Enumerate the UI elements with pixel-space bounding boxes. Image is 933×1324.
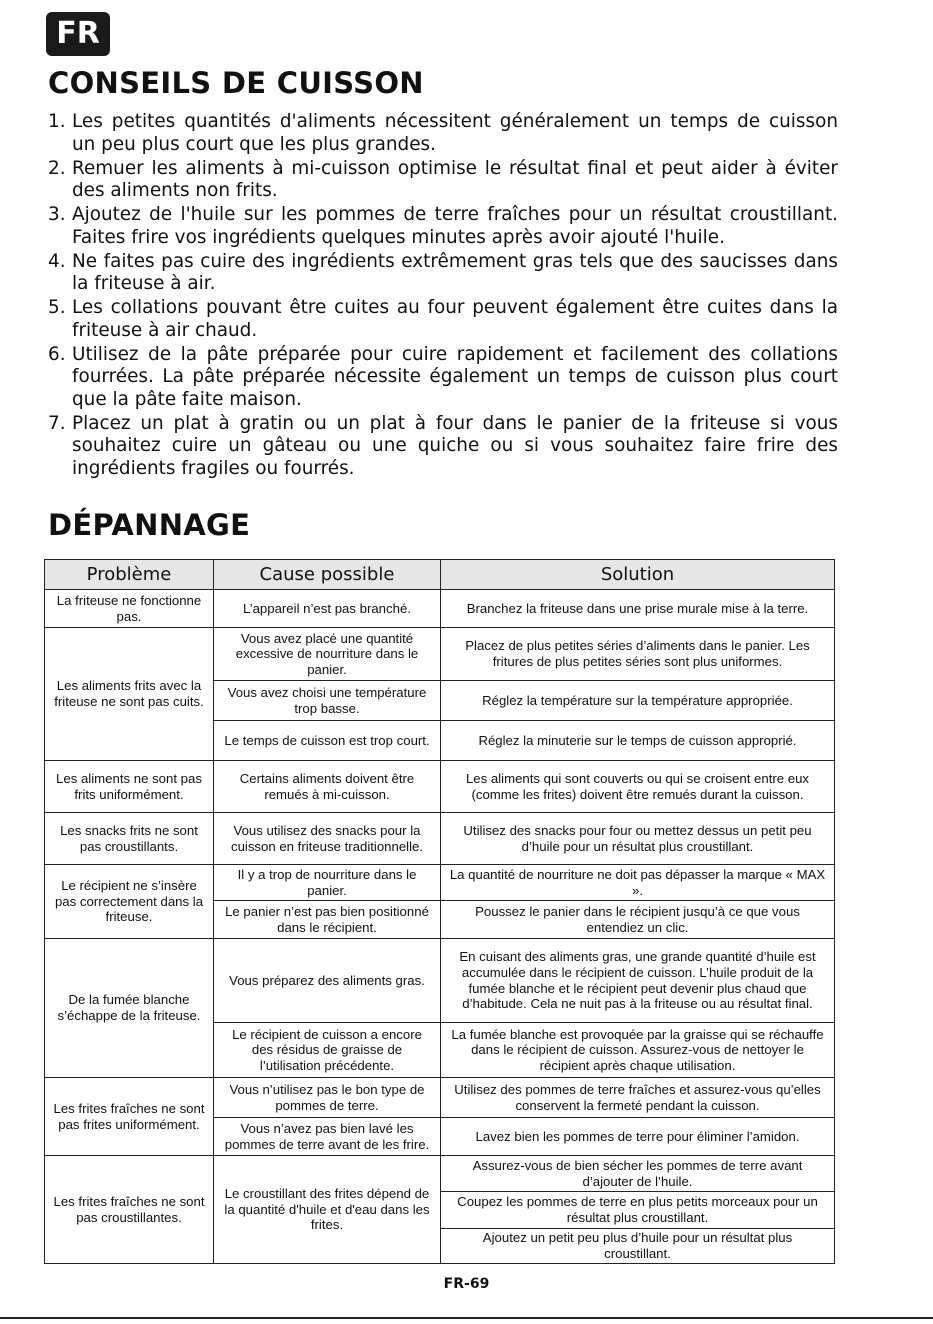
tip-item: [48, 204, 838, 249]
solution-cell: Les aliments qui sont couverts ou qui se croisent entre eux (comme les frites) doivent être remués durant la cuisson.: [441, 761, 835, 813]
troubleshooting-table: [44, 559, 835, 1264]
solution-cell: Utilisez des pommes de terre fraîches et assurez-vous qu’elles conservent la fermeté pendant la cuisson.: [441, 1078, 835, 1118]
tip-item: [48, 158, 838, 203]
tip-item: [48, 251, 838, 296]
table-row: [45, 1156, 835, 1192]
cause-cell: Le récipient de cuisson a encore des résidus de graisse de l’utilisation précédente.: [214, 1023, 441, 1078]
cause-cell: L’appareil n’est pas branché.: [214, 590, 441, 628]
header-solution: Solution: [441, 560, 835, 590]
table-header-row: [45, 560, 835, 590]
tip-item: [48, 344, 838, 412]
cause-cell: Vous utilisez des snacks pour la cuisson en friteuse traditionnelle.: [214, 813, 441, 865]
problem-cell: Les frites fraîches ne sont pas croustillantes.: [45, 1156, 214, 1264]
solution-cell: Poussez le panier dans le récipient jusqu’à ce que vous entendiez un clic.: [441, 901, 835, 939]
section-title-depannage: DÉPANNAGE: [48, 508, 251, 542]
cause-cell: Le panier n’est pas bien positionné dans le récipient.: [214, 901, 441, 939]
solution-cell: Utilisez des snacks pour four ou mettez dessus un petit peu d’huile pour un résultat plus croustillant.: [441, 813, 835, 865]
cause-cell: Il y a trop de nourriture dans le panier.: [214, 865, 441, 901]
tip-number: 3.: [48, 204, 66, 225]
solution-cell: Assurez-vous de bien sécher les pommes de terre avant d’ajouter de l’huile.: [441, 1156, 835, 1192]
solution-cell: Coupez les pommes de terre en plus petits morceaux pour un résultat plus croustillant.: [441, 1192, 835, 1229]
page-number: FR-69: [443, 1276, 490, 1292]
cause-cell: Vous n’utilisez pas le bon type de pommes de terre.: [214, 1078, 441, 1118]
solution-cell: Réglez la minuterie sur le temps de cuisson approprié.: [441, 721, 835, 761]
table-row: [45, 813, 835, 865]
tip-text: Ajoutez de l'huile sur les pommes de terre fraîches pour un résultat croustillant. Faites frire vos ingrédients quelques minutes après avoir ajouté l'huile.: [72, 204, 838, 248]
table-row: [45, 761, 835, 813]
tip-number: 1.: [48, 111, 66, 132]
table-row: [45, 628, 835, 681]
table-row: [45, 1078, 835, 1118]
bottom-divider: [0, 1317, 933, 1319]
tip-number: 5.: [48, 297, 66, 318]
tip-text: Utilisez de la pâte préparée pour cuire rapidement et facilement des collations fourrées. La pâte préparée nécessite également un temps de cuisson plus court que la pâte faite maison.: [72, 343, 838, 410]
problem-cell: Le récipient ne s’insère pas correctement dans la friteuse.: [45, 865, 214, 939]
language-badge: FR: [46, 12, 110, 56]
cause-cell: Certains aliments doivent être remués à mi-cuisson.: [214, 761, 441, 813]
solution-cell: Placez de plus petites séries d’aliments dans le panier. Les fritures de plus petites séries sont plus uniformes.: [441, 628, 835, 681]
problem-cell: Les frites fraîches ne sont pas frites uniformément.: [45, 1078, 214, 1156]
section-title-conseils: CONSEILS DE CUISSON: [48, 66, 424, 100]
solution-cell: Réglez la température sur la température appropriée.: [441, 681, 835, 721]
tip-item: [48, 297, 838, 342]
tip-text: Les collations pouvant être cuites au four peuvent également être cuites dans la friteuse à air chaud.: [72, 297, 838, 341]
cooking-tips-list: [48, 111, 838, 482]
solution-cell: Lavez bien les pommes de terre pour éliminer l’amidon.: [441, 1118, 835, 1156]
tip-number: 6.: [48, 343, 66, 365]
solution-cell: Ajoutez un petit peu plus d’huile pour un résultat plus croustillant.: [441, 1229, 835, 1264]
solution-cell: En cuisant des aliments gras, une grande quantité d’huile est accumulée dans le récipient de cuisson. L’huile produit de la fumée blanche et le récipient peut devenir plus chaud que d’habitude. Cela ne nuit pas à la friteuse ou au résultat final.: [441, 939, 835, 1023]
tip-number: 2.: [48, 157, 66, 179]
tip-item: [48, 111, 838, 156]
tip-text: Les petites quantités d'aliments nécessitent généralement un temps de cuisson un peu plus court que les plus grandes.: [72, 111, 838, 155]
tip-text: Placez un plat à gratin ou un plat à four dans le panier de la friteuse si vous souhaitez cuire un gâteau ou une quiche ou si vous souhaitez faire frire des ingrédients fragiles ou fourrés.: [72, 412, 838, 479]
cause-cell: Vous avez choisi une température trop basse.: [214, 681, 441, 721]
solution-cell: La quantité de nourriture ne doit pas dépasser la marque « MAX ».: [441, 865, 835, 901]
problem-cell: Les aliments frits avec la friteuse ne sont pas cuits.: [45, 628, 214, 761]
cause-cell: Vous préparez des aliments gras.: [214, 939, 441, 1023]
cause-cell: Le croustillant des frites dépend de la quantité d'huile et d'eau dans les frites.: [214, 1156, 441, 1264]
problem-cell: La friteuse ne fonctionne pas.: [45, 590, 214, 628]
header-cause: Cause possible: [214, 560, 441, 590]
cause-cell: Vous avez placé une quantité excessive de nourriture dans le panier.: [214, 628, 441, 681]
cause-cell: Le temps de cuisson est trop court.: [214, 721, 441, 761]
tip-item: [48, 413, 838, 481]
problem-cell: Les aliments ne sont pas frits uniformément.: [45, 761, 214, 813]
solution-cell: La fumée blanche est provoquée par la graisse qui se réchauffe dans le récipient de cuisson. Assurez-vous de nettoyer le récipient après chaque utilisation.: [441, 1023, 835, 1078]
table-row: [45, 865, 835, 901]
tip-number: 7.: [48, 412, 66, 434]
problem-cell: De la fumée blanche s’échappe de la friteuse.: [45, 939, 214, 1078]
solution-cell: Branchez la friteuse dans une prise murale mise à la terre.: [441, 590, 835, 628]
header-probleme: Problème: [45, 560, 214, 590]
tip-text: Ne faites pas cuire des ingrédients extrêmement gras tels que des saucisses dans la friteuse à air.: [72, 250, 838, 294]
problem-cell: Les snacks frits ne sont pas croustillants.: [45, 813, 214, 865]
table-row: [45, 590, 835, 628]
cause-cell: Vous n’avez pas bien lavé les pommes de terre avant de les frire.: [214, 1118, 441, 1156]
table-row: [45, 939, 835, 1023]
tip-text: Remuer les aliments à mi-cuisson optimise le résultat final et peut aider à éviter des aliments non frits.: [72, 157, 838, 201]
tip-number: 4.: [48, 250, 66, 272]
